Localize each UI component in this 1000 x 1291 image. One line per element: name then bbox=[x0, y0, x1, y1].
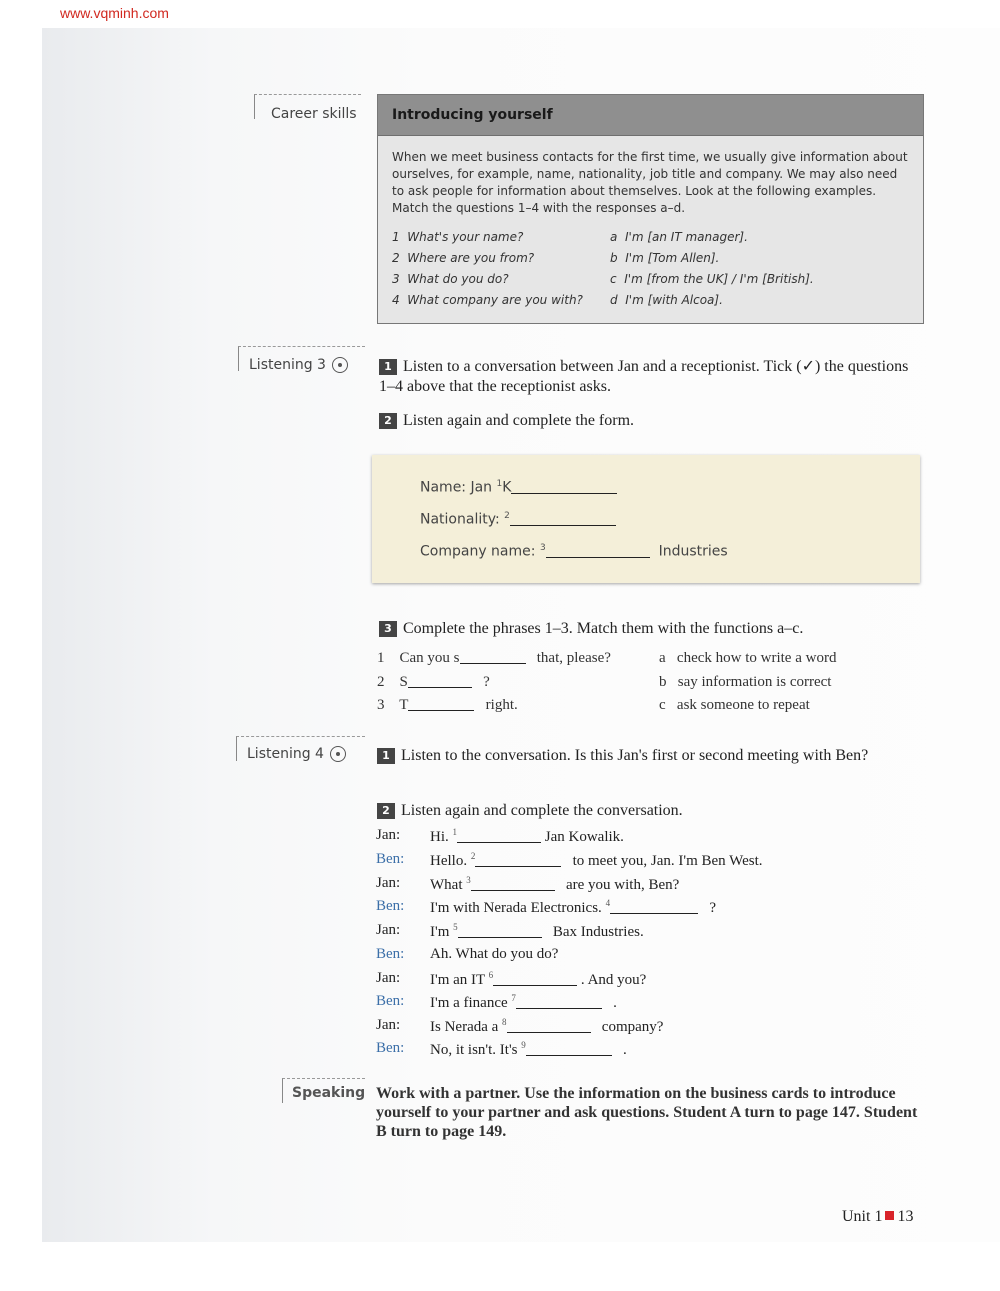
audio-cd-icon[interactable] bbox=[330, 746, 346, 762]
function-list bbox=[659, 647, 836, 718]
exercise-instruction: Listen again and complete the conversation. bbox=[401, 802, 683, 819]
conversation-line: I'm a finance $^7$ . bbox=[430, 993, 617, 1011]
conversation-blank[interactable] bbox=[493, 985, 577, 986]
response-item: c I'm [from the UK] / I'm [British]. bbox=[610, 272, 814, 286]
listening-4-exercise-2 bbox=[377, 802, 683, 820]
conversation-blank[interactable] bbox=[507, 1032, 591, 1033]
exercise-instruction: Listen again and complete the form. bbox=[403, 412, 635, 429]
response-list bbox=[610, 230, 814, 314]
phrase-blank[interactable] bbox=[408, 687, 472, 688]
listening-3-exercise-1 bbox=[379, 357, 919, 397]
page-number: 13 bbox=[897, 1208, 914, 1225]
unit-label: Unit 1 bbox=[842, 1208, 883, 1225]
response-item: b I'm [Tom Allen]. bbox=[610, 251, 720, 265]
listening-3-exercise-2 bbox=[379, 412, 634, 430]
nationality-blank[interactable] bbox=[510, 525, 616, 526]
conversation-blank[interactable] bbox=[526, 1055, 612, 1056]
conversation-blank[interactable] bbox=[471, 890, 555, 891]
exercise-number-badge: 2 bbox=[377, 803, 395, 819]
speaker-jan: Jan: bbox=[376, 1017, 401, 1033]
phrase-item: 2 S ? bbox=[377, 673, 490, 690]
conversation-line: What $^3$ are you with, Ben? bbox=[430, 875, 680, 893]
listening-3-text: Listening 3 bbox=[249, 357, 326, 373]
function-item: a check how to write a word bbox=[659, 650, 837, 666]
exercise-number-badge: 1 bbox=[377, 748, 395, 764]
speaker-ben: Ben: bbox=[376, 851, 405, 867]
function-item: b say information is correct bbox=[659, 673, 832, 690]
listening-3-exercise-3 bbox=[379, 620, 803, 638]
page-footer bbox=[842, 1208, 913, 1226]
speaker-jan: Jan: bbox=[376, 970, 401, 986]
phrase-blank[interactable] bbox=[408, 710, 474, 711]
conversation-line: Is Nerada a $^8$ company? bbox=[430, 1017, 664, 1035]
career-skills-intro: When we meet business contacts for the first time, we usually give information about ourselves, for example, name, nationality, job title and company. We may also need to ask people for information about themselves. Look at the following examples. Match the questions 1–4 with the responses a–d. bbox=[392, 150, 908, 215]
conversation-line: I'm with Nerada Electronics. $^4$ ? bbox=[430, 898, 716, 916]
question-item: 1 What's your name? bbox=[392, 230, 524, 244]
conversation-blank[interactable] bbox=[610, 913, 698, 914]
exercise-instruction: Listen to a conversation between Jan and a receptionist. Tick (✓) the questions 1–4 above that the receptionist asks. bbox=[379, 358, 909, 395]
conversation-line: I'm an IT $^6$ . And you? bbox=[430, 970, 647, 988]
phrase-blank[interactable] bbox=[460, 663, 526, 664]
exercise-number-badge: 2 bbox=[379, 413, 397, 429]
speaking-label: Speaking bbox=[292, 1085, 366, 1101]
speaker-ben: Ben: bbox=[376, 946, 405, 962]
function-item: c ask someone to repeat bbox=[659, 697, 810, 713]
listening-4-label bbox=[247, 746, 346, 762]
conversation-line: Ah. What do you do? bbox=[430, 946, 559, 962]
speaker-jan: Jan: bbox=[376, 922, 401, 938]
question-list bbox=[392, 230, 583, 314]
listening-4-text: Listening 4 bbox=[247, 746, 324, 762]
audio-cd-icon[interactable] bbox=[332, 357, 348, 373]
conversation-blank[interactable] bbox=[458, 937, 542, 938]
phrase-item: 1 Can you s that, please? bbox=[377, 650, 611, 666]
career-skills-title: Introducing yourself bbox=[378, 95, 923, 136]
speaker-ben: Ben: bbox=[376, 1040, 405, 1056]
conversation-line: No, it isn't. It's $^9$ . bbox=[430, 1040, 627, 1058]
conversation-blank[interactable] bbox=[475, 866, 561, 867]
conversation-blank[interactable] bbox=[516, 1008, 602, 1009]
exercise-instruction: Listen to the conversation. Is this Jan's first or second meeting with Ben? bbox=[401, 747, 869, 764]
red-square-icon bbox=[885, 1211, 894, 1220]
career-skills-box bbox=[377, 94, 924, 324]
exercise-number-badge: 3 bbox=[379, 621, 397, 637]
phrase-item: 3 T right. bbox=[377, 697, 518, 713]
response-item: a I'm [an IT manager]. bbox=[610, 230, 748, 244]
speaker-jan: Jan: bbox=[376, 875, 401, 891]
conversation-blank[interactable] bbox=[457, 842, 541, 843]
phrase-list bbox=[377, 647, 611, 718]
name-blank[interactable] bbox=[511, 493, 617, 494]
form-row-name: Name: Jan $^1$K bbox=[420, 479, 617, 496]
exercise-instruction: Complete the phrases 1–3. Match them with the functions a–c. bbox=[403, 620, 804, 637]
speaker-ben: Ben: bbox=[376, 993, 405, 1009]
speaking-instruction: Work with a partner. Use the information on the business cards to introduce yourself to your partner and ask questions. Student A turn to page 147. Student B turn to page 149. bbox=[376, 1085, 918, 1140]
response-item: d I'm [with Alcoa]. bbox=[610, 293, 723, 307]
question-item: 2 Where are you from? bbox=[392, 251, 535, 265]
form-row-nationality: Nationality: $^2$ bbox=[420, 511, 616, 528]
listening-4-exercise-1 bbox=[377, 746, 917, 766]
form-row-company: Company name: $^3$ Industries bbox=[420, 543, 728, 560]
speaker-ben: Ben: bbox=[376, 898, 405, 914]
exercise-number-badge: 1 bbox=[379, 359, 397, 375]
question-item: 3 What do you do? bbox=[392, 272, 509, 286]
company-blank[interactable] bbox=[546, 557, 650, 558]
registration-form-card bbox=[372, 455, 920, 583]
conversation-line: Hi. $^1$ Jan Kowalik. bbox=[430, 827, 624, 845]
listening-3-label bbox=[249, 357, 348, 373]
site-url[interactable]: www.vqminh.com bbox=[60, 5, 169, 21]
career-skills-label: Career skills bbox=[271, 106, 357, 122]
speaker-jan: Jan: bbox=[376, 827, 401, 843]
question-item: 4 What company are you with? bbox=[392, 293, 583, 307]
conversation-line: I'm $^5$ Bax Industries. bbox=[430, 922, 644, 940]
conversation-line: Hello. $^2$ to meet you, Jan. I'm Ben West. bbox=[430, 851, 763, 869]
